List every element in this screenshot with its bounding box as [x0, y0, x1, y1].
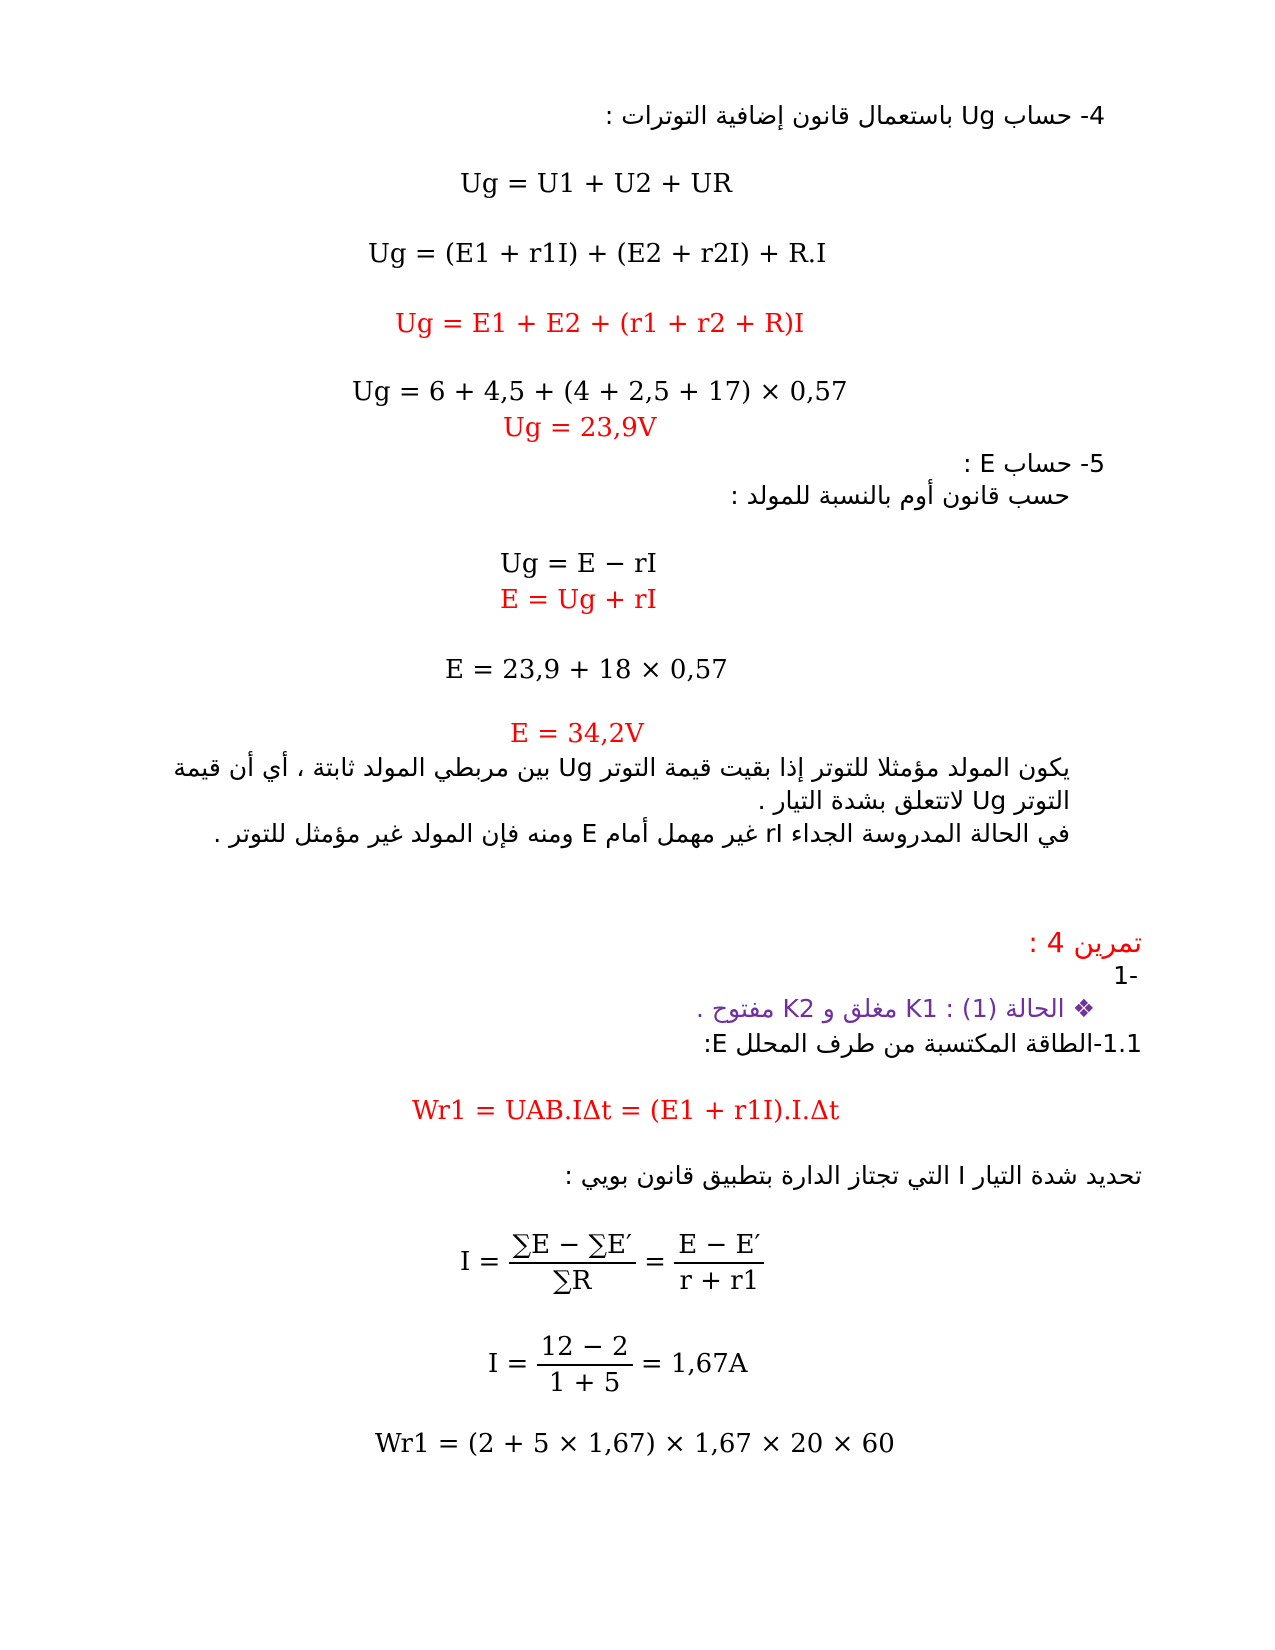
equation-e-formula: E = Ug + rI: [500, 585, 657, 615]
pouillet-equals: =: [644, 1247, 666, 1277]
current-denominator: 1 + 5: [548, 1368, 621, 1398]
equation-energy-numeric: Wr1 = (2 + 5 × 1,67) × 1,67 × 20 × 60: [375, 1429, 895, 1459]
exercise-4-title: تمرين 4 :: [1028, 926, 1142, 959]
equation-pouillet: [460, 1228, 764, 1298]
equation-e-value: E = 34,2V: [510, 719, 644, 749]
equation-current-numeric: [488, 1330, 748, 1400]
section4-heading: 4- حساب Ug باستعمال قانون إضافية التوترات :: [604, 101, 1105, 130]
equation-ug-value: Ug = 23,9V: [503, 413, 657, 443]
pouillet-lhs: I =: [460, 1247, 501, 1277]
current-numerator: 12 − 2: [537, 1330, 633, 1366]
current-lhs: I =: [488, 1349, 529, 1379]
pouillet-fraction-1: [509, 1228, 636, 1298]
question-1-1: 1.1-الطاقة المكتسبة من طرف المحلل E:: [703, 1029, 1142, 1058]
case-1-statement: ❖ الحالة (1) : K1 مغلق و K2 مفتوح .: [696, 994, 1095, 1023]
equation-ohm-generator: Ug = E − rI: [500, 549, 657, 579]
current-fraction: [537, 1330, 633, 1400]
paragraph-line-2: التوتر Ug لاتتعلق بشدة التيار .: [757, 786, 1070, 815]
equation-e-numeric: E = 23,9 + 18 × 0,57: [445, 655, 728, 685]
section5-subheading: حسب قانون أوم بالنسبة للمولد :: [730, 481, 1070, 510]
current-rhs: = 1,67A: [640, 1349, 748, 1379]
equation-ug-result-formula: Ug = E1 + E2 + (r1 + r2 + R)I: [395, 309, 805, 339]
paragraph-line-3: في الحالة المدروسة الجداء rI غير مهمل أمام E ومنه فإن المولد غير مؤمثل للتوتر .: [213, 819, 1070, 848]
pouillet-numerator-1: ∑E − ∑E′: [509, 1228, 636, 1264]
current-determination-text: تحديد شدة التيار I التي تجتاز الدارة بتطبيق قانون بويي :: [564, 1161, 1142, 1190]
exercise-4-item: -1: [1113, 961, 1138, 990]
equation-ug-expanded: Ug = (E1 + r1I) + (E2 + r2I) + R.I: [368, 239, 827, 269]
pouillet-numerator-2: E − E′: [674, 1228, 764, 1264]
paragraph-line-1: يكون المولد مؤمثلا للتوتر إذا بقيت قيمة التوتر Ug بين مربطي المولد ثابتة ، أي أن قيمة: [173, 753, 1070, 782]
pouillet-fraction-2: [674, 1228, 764, 1298]
pouillet-denominator-2: r + r1: [679, 1266, 760, 1296]
pouillet-denominator-1: ∑R: [553, 1266, 592, 1296]
section5-heading: 5- حساب E :: [963, 449, 1105, 478]
equation-ug-sum: Ug = U1 + U2 + UR: [460, 169, 732, 199]
equation-ug-numeric: Ug = 6 + 4,5 + (4 + 2,5 + 17) × 0,57: [352, 377, 848, 407]
equation-energy-formula: Wr1 = UAB.IΔt = (E1 + r1I).I.Δt: [412, 1096, 840, 1126]
